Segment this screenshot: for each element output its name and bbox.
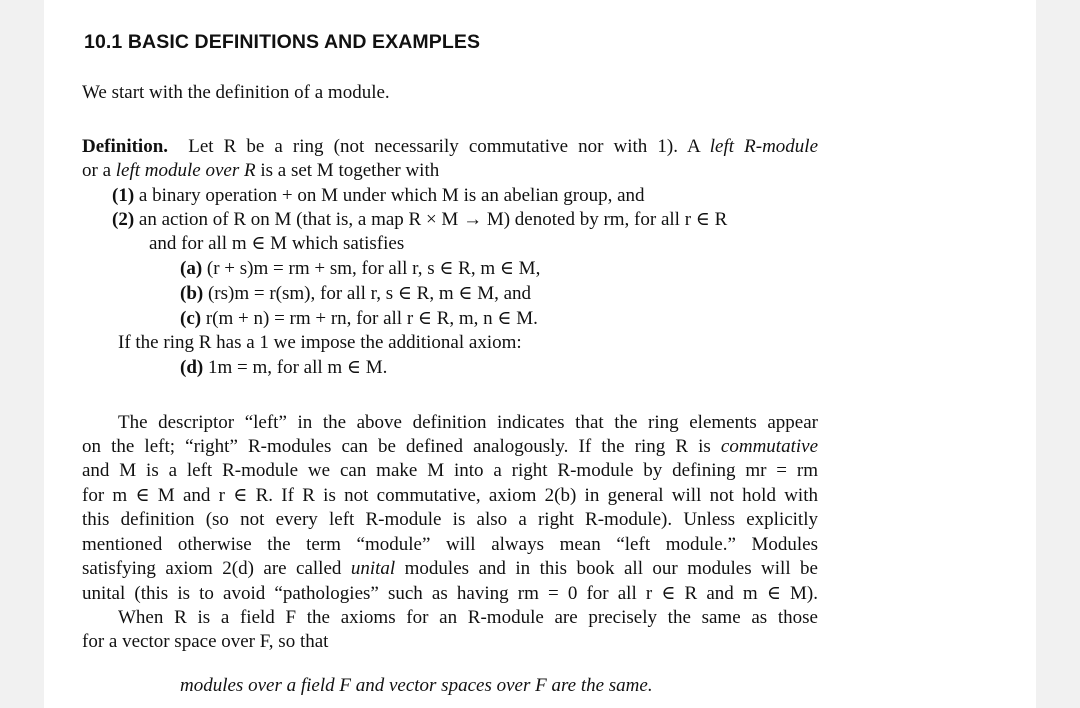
axiom-d: (d) 1m = m, for all m ∈ M.	[180, 357, 388, 378]
emphasis-commutative: commutative	[720, 436, 818, 457]
axiom-c: (c) r(m + n) = rm + rn, for all r ∈ R, m, n ∈ M.	[180, 308, 538, 329]
emphasis-unital: unital	[350, 558, 396, 579]
paragraph-1-line-5: this definition (so not every left R-module is also a right R-module). Unless explicitly	[82, 509, 818, 530]
definition-item-1: (1) a binary operation + on M under which M is an abelian group, and	[112, 185, 645, 206]
definition-item-2: (2) an action of R on M (that is, a map R × M → M) denoted by rm, for all r ∈ R	[112, 209, 728, 230]
definition-label: Definition.	[82, 136, 169, 157]
definition-text: Let R be a ring (not necessarily commutative nor with 1). A	[188, 136, 710, 157]
intro-sentence: We start with the definition of a module.	[82, 82, 390, 103]
unit-axiom-intro: If the ring R has a 1 we impose the additional axiom:	[118, 332, 522, 353]
paragraph-1-line-3: and M is a left R-module we can make M into a right R-module by defining mr = rm	[82, 460, 818, 481]
paragraph-1-line-1: The descriptor “left” in the above definition indicates that the ring elements appear	[118, 412, 818, 433]
paragraph-1-line-7: satisfying axiom 2(d) are called unital modules and in this book all our modules will be	[82, 558, 818, 579]
definition-item-2-continued: and for all m ∈ M which satisfies	[149, 233, 405, 254]
section-title: 10.1 BASIC DEFINITIONS AND EXAMPLES	[84, 31, 481, 53]
paragraph-2-line-2: for a vector space over F, so that	[82, 631, 329, 652]
paragraph-1-line-2: on the left; “right” R-modules can be defined analogously. If the ring R is commutative	[82, 436, 818, 457]
paragraph-2-line-1: When R is a field F the axioms for an R-module are precisely the same as those	[118, 607, 818, 628]
book-page	[44, 0, 1036, 708]
closing-statement: modules over a field F and vector spaces over F are the same.	[180, 675, 653, 696]
paragraph-1-line-8: unital (this is to avoid “pathologies” such as having rm = 0 for all r ∈ R and m ∈ M).	[82, 583, 818, 604]
definition-term-alt: left module over R	[115, 160, 256, 181]
paragraph-1-line-4: for m ∈ M and r ∈ R. If R is not commutative, axiom 2(b) in general will not hold with	[82, 485, 818, 506]
paragraph-1-line-6: mentioned otherwise the term “module” will always mean “left module.” Modules	[82, 534, 818, 555]
definition-line-1	[82, 135, 818, 159]
definition-term: left R-module	[709, 136, 819, 157]
axiom-a: (a) (r + s)m = rm + sm, for all r, s ∈ R, m ∈ M,	[180, 258, 541, 279]
definition-line-2: or a left module over R is a set M together with	[82, 160, 440, 181]
axiom-b: (b) (rs)m = r(sm), for all r, s ∈ R, m ∈ M, and	[180, 283, 532, 304]
